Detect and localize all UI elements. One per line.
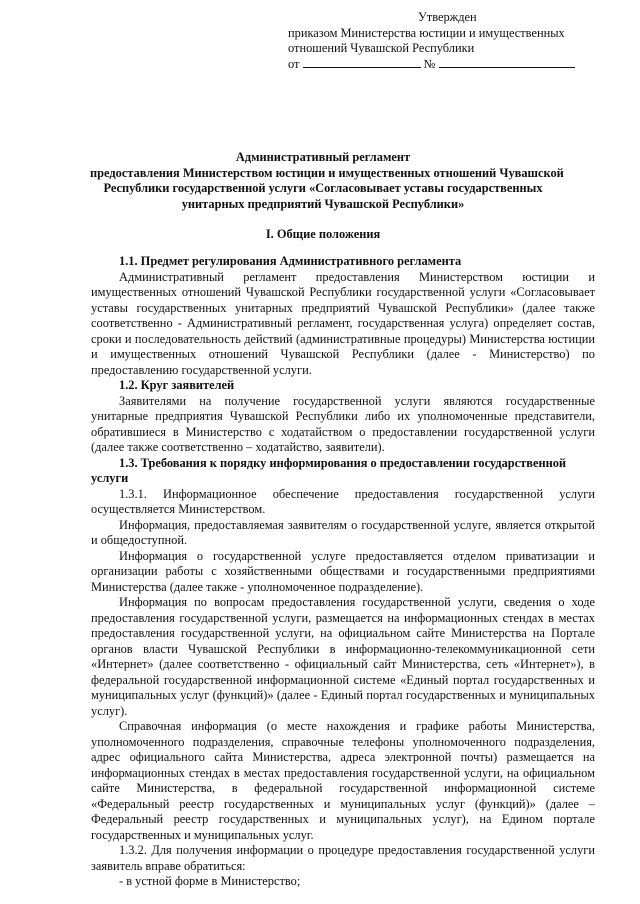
paragraph-1-3-2: 1.3.2. Для получения информации о процедуре предоставления государственной услуги заявитель вправе обратиться: (91, 843, 595, 873)
date-blank (303, 57, 421, 68)
approval-date-number-line (288, 57, 588, 73)
approval-block (288, 10, 588, 72)
approval-heading: Утвержден (418, 10, 477, 24)
paragraph-info-department: Информация о государственной услуге предоставляется отделом приватизации и организации работы с хозяйственными обществами и государственными предприятиями Министерства (далее также - уполномоченное подразделение). (91, 548, 595, 594)
paragraph-1-1: Административный регламент предоставления Министерством юстиции и имущественных отношений Чувашской Республики государственной услуги «Согласовывает уставы государственных унитарных предприятий Чувашской Республики» (далее также соответственно - Административный регламент, государственная услуга) определяет состав, сроки и последовательность действий (административные процедуры) Министерства юстиции и имущественных отношений Чувашской Республики (далее - Министерство) по предоставлению государственной услуги. (91, 269, 595, 377)
section-heading: I. Общие положения (265, 227, 381, 241)
number-blank (439, 57, 575, 68)
approval-from-label: от (288, 56, 300, 71)
approval-number-label: № (423, 56, 436, 71)
title-line-1: Административный регламент (235, 150, 411, 164)
paragraph-info-open: Информация, предоставляемая заявителям о государственной услуге, является открытой и общедоступной. (91, 517, 595, 547)
subsection-1-2-heading: 1.2. Круг заявителей (119, 378, 235, 392)
paragraph-1-3-1: 1.3.1. Информационное обеспечение предоставления государственной услуги осуществляется Министерством. (91, 486, 595, 516)
title-line-3: Республики государственной услуги «Согласовывает уставы государственных (103, 181, 543, 195)
approval-ministry-line: отношений Чувашской Республики (288, 41, 475, 55)
subsection-1-3-heading: 1.3. Требования к порядку информирования о предоставлении государственной услуги (91, 455, 567, 485)
paragraph-reference-info: Справочная информация (о месте нахождения и графике работы Министерства, уполномоченного подразделения, справочные телефоны уполномоченного подразделения, адрес официального сайта Министерства, адреса электронной почты) размещается на информационных стендах в местах предоставления государственной услуги, на официальном сайте Министерства, в федеральной государственной информационной системе «Федеральный реестр государственных и муниципальных услуг (функций)» (далее – Федеральный реестр государственных и муниципальных услуг), на Едином портале государственных и муниципальных услуг. (91, 719, 595, 842)
subsection-1-1-heading: 1.1. Предмет регулирования Административного регламента (119, 254, 462, 268)
title-line-2: предоставления Министерством юстиции и имущественных отношений Чувашской (90, 165, 564, 180)
paragraph-1-2: Заявителями на получение государственной услуги являются государственные унитарные предприятия Чувашской Республики либо их уполномоченные представители, обратившиеся в Министерство с ходатайством о предоставлении государственной услуги (далее также соответственно – ходатайство, заявители). (91, 393, 595, 454)
approval-order-line: приказом Министерства юстиции и имущественных (288, 25, 565, 40)
list-item-oral: - в устной форме в Министерство; (119, 874, 301, 888)
title-line-4: унитарных предприятий Чувашской Республики» (181, 196, 465, 211)
document-title (90, 150, 564, 212)
paragraph-info-places: Информация по вопросам предоставления государственной услуги, сведения о ходе предоставления государственной услуги, размещается на информационных стендах в местах предоставления государственной услуги, на официальном сайте Министерства на Портале органов власти Чувашской Республики в информационно-телекоммуникационной сети «Интернет» (далее соответственно - официальный сайт Министерства, сеть «Интернет»), в федеральной государственной информационной системе «Единый портал государственных и муниципальных услуг (функций)» (далее - Единый портал государственных и муниципальных услуг). (91, 595, 595, 718)
document-body (91, 254, 595, 890)
